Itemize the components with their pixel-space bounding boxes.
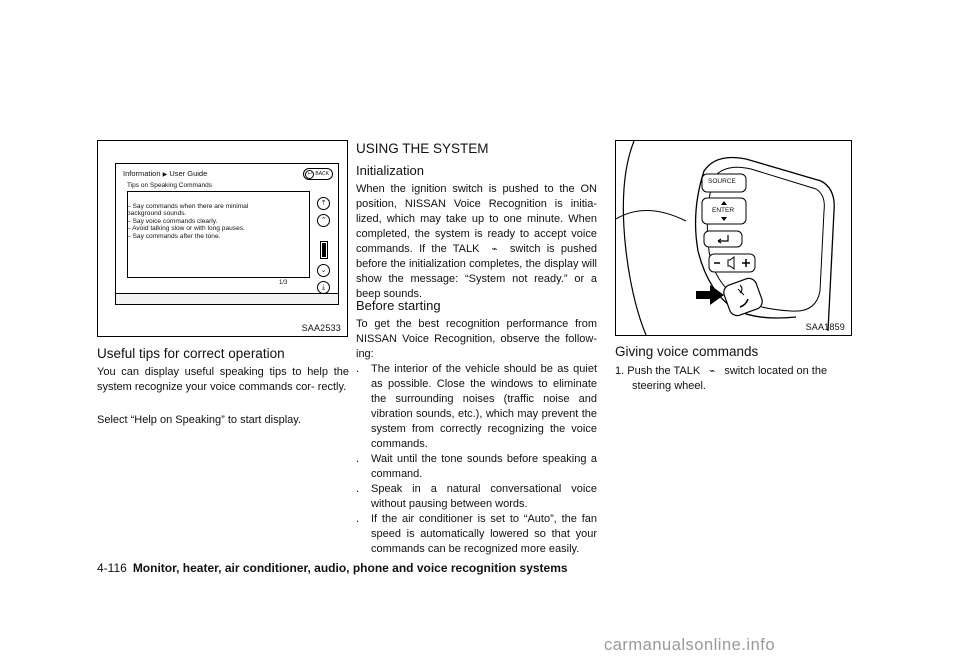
enter-button-label: ENTER — [712, 207, 735, 214]
bullet-text: Speak in a natural conversational voice without pausing between words. — [371, 483, 597, 510]
subheading-initialization: Initialization — [356, 163, 424, 178]
back-label: BACK — [315, 171, 329, 177]
bullet-item — [356, 362, 597, 452]
page-number: 4-116 — [97, 561, 127, 575]
figure-code: SAA1859 — [805, 322, 845, 332]
step-text-b: switch located on the — [724, 365, 828, 377]
paragraph-before-starting: To get the best recognition performance from NISSAN Voice Recognition, observe the follow- ing: — [356, 318, 597, 360]
bullet-marker: . — [356, 363, 360, 375]
talk-switch-icon: ⌁ — [709, 366, 716, 377]
tip-line: background sounds. — [127, 210, 187, 218]
bullet-item — [356, 452, 597, 482]
heading-using-system: USING THE SYSTEM — [356, 141, 489, 156]
screen-footer-bar — [116, 293, 338, 304]
watermark: carmanualsonline.info — [604, 636, 776, 654]
scroll-up-icon: ⌃ — [317, 214, 330, 227]
heading-useful-tips: Useful tips for correct operation — [97, 346, 285, 361]
scroll-thumb — [322, 243, 326, 257]
display-screen — [115, 163, 339, 305]
tip-line: – Say voice commands clearly. — [127, 217, 218, 225]
back-button — [303, 168, 333, 180]
tab-title: Tips on Speaking Commands — [127, 182, 213, 189]
bullet-item — [356, 512, 597, 557]
tip-line: – Say commands after the tone. — [127, 232, 221, 240]
init-text-b: switch is pushed before the initialization completes, the display will show the message: “System not ready.” or a beep sounds. — [356, 243, 597, 300]
breadcrumb-user-guide: User Guide — [169, 169, 208, 178]
figure-steering-switches — [615, 140, 852, 336]
scrollbar — [320, 241, 328, 259]
breadcrumb-arrow-icon: ▶ — [162, 172, 168, 178]
step-text-a: Push the TALK — [627, 365, 701, 377]
bullet-marker: . — [356, 513, 360, 525]
init-text-a: When the ignition switch is pushed to the ON position, NISSAN Voice Recognition is initia- lized, which may take up to one minute. When completed, the system is ready to accept voice commands. If the TALK — [356, 183, 597, 255]
heading-giving-voice-commands: Giving voice commands — [615, 344, 759, 359]
back-arrow-icon: ↩ — [305, 170, 314, 179]
bullet-marker: . — [356, 483, 360, 495]
figure-code: SAA2533 — [301, 323, 341, 333]
step-1 — [615, 364, 855, 394]
bullet-marker: . — [356, 453, 360, 465]
tips-list — [127, 203, 248, 240]
steering-wheel-illustration — [616, 141, 851, 335]
tip-line: – Say commands when there are minimal — [127, 203, 249, 210]
bullet-text: If the air conditioner is set to “Auto”, the fan speed is automatically lowered so that your commands can be recognized more easily. — [371, 513, 597, 555]
scroll-bottom-icon: ⤓ — [317, 281, 330, 294]
step-text-c: steering wheel. — [632, 380, 706, 392]
figure-screen-tips — [97, 140, 348, 337]
source-button-label: SOURCE — [708, 178, 736, 185]
bullet-text: The interior of the vehicle should be as quiet as possible. Close the windows to eliminate the surrounding noises (traffic noise and vibration sounds, etc.), which may prevent the system from correctly recognizing the voice commands. — [371, 363, 597, 450]
page-indicator: 1/3 — [279, 280, 288, 286]
chapter-title: Monitor, heater, air conditioner, audio, phone and voice recognition systems — [132, 561, 568, 575]
bullet-text: Wait until the tone sounds before speaking a command. — [371, 453, 597, 480]
paragraph-select-help: Select “Help on Speaking” to start display. — [97, 414, 302, 426]
talk-switch-icon: ⌁ — [491, 244, 498, 255]
paragraph-initialization — [356, 182, 597, 302]
breadcrumb — [123, 169, 207, 178]
paragraph-tips-intro: You can display useful speaking tips to help the system recognize your voice commands cor- rectly. — [97, 366, 349, 393]
step-number: 1. — [615, 365, 625, 377]
scroll-top-icon: ⤒ — [317, 197, 330, 210]
scroll-down-icon: ⌄ — [317, 264, 330, 277]
tip-line: – Avoid talking slow or with long pauses. — [127, 225, 245, 233]
subheading-before-starting: Before starting — [356, 298, 441, 313]
page-footer — [97, 561, 568, 575]
breadcrumb-information: Information — [123, 169, 161, 178]
bullet-item — [356, 482, 597, 512]
